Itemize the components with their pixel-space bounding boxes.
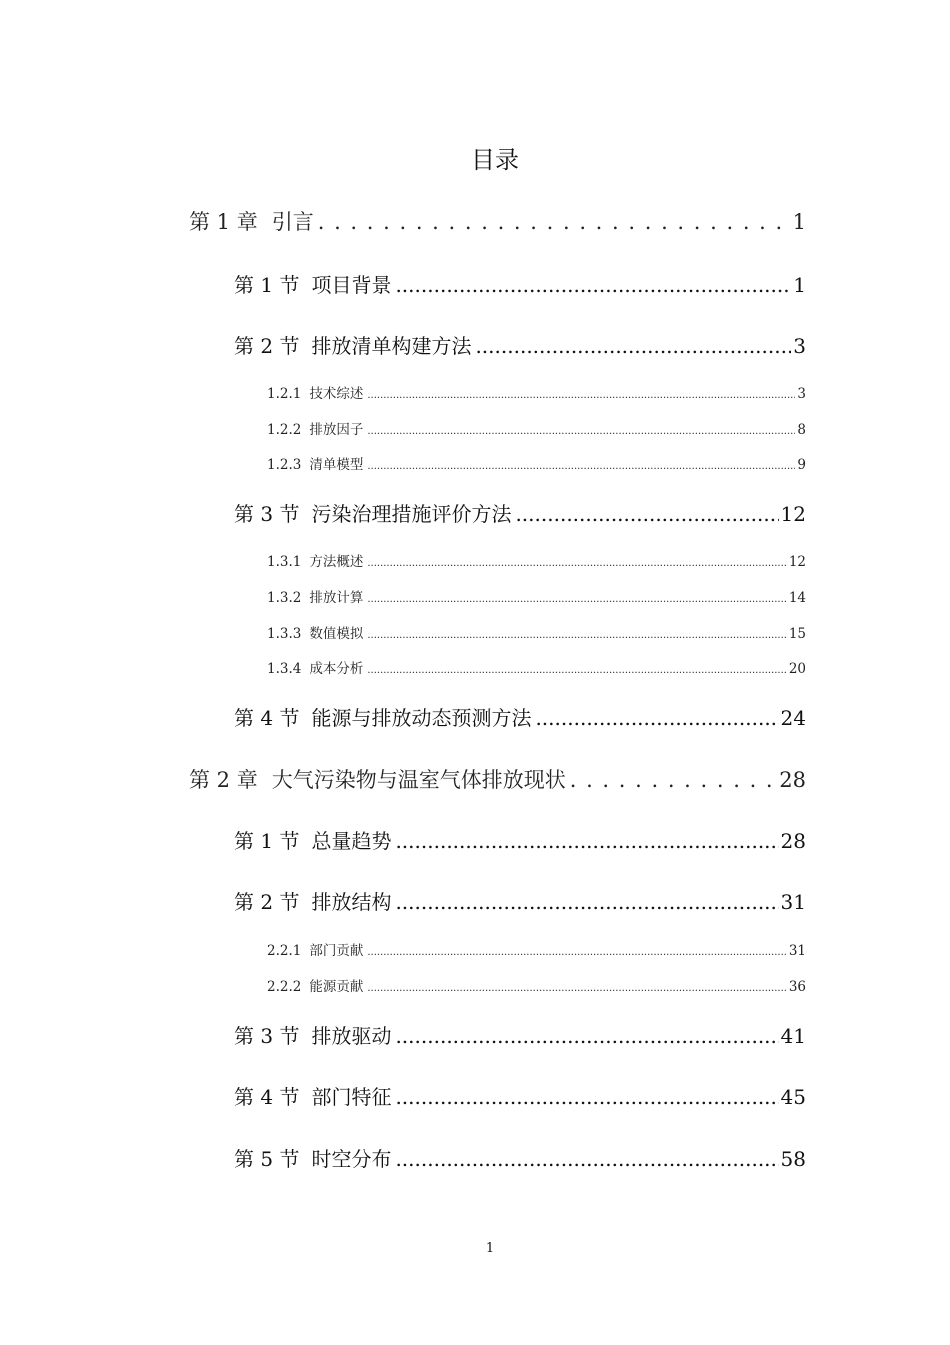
toc-entry-subsection[interactable] [267,420,806,442]
toc-entry-subsection[interactable] [267,659,806,681]
toc-entry-page: 15 [788,626,806,642]
toc-entry-label: 方法概述 [309,554,364,570]
toc-entry-number: 第 2 节 [234,334,300,358]
toc-entry-page: 3 [793,334,806,358]
toc-entry-label: 能源与排放动态预测方法 [311,706,532,730]
toc-entry-label: 清单模型 [309,457,364,473]
toc-entry-number: 2.2.2 [267,979,302,995]
toc-entry-number: 第 4 节 [234,706,300,730]
toc-entry-page: 31 [780,890,806,914]
toc-entry-subsection[interactable] [267,588,806,610]
toc-entry-label: 项目背景 [311,273,392,297]
toc-entry-page: 3 [797,386,806,402]
toc-entry-number: 第 1 节 [234,273,300,297]
toc-entry-section[interactable] [234,1082,806,1112]
toc-entry-number: 1.2.3 [267,457,302,473]
toc-entry-subsection[interactable] [267,455,806,477]
toc-entry-label: 部门贡献 [309,943,364,959]
toc-entry-number: 第 3 节 [234,1024,300,1048]
toc-entry-number: 第 2 章 [189,768,258,792]
toc-entry-section[interactable] [234,270,806,300]
toc-entry-number: 第 1 节 [234,829,300,853]
toc-entry-chapter[interactable] [189,765,806,795]
toc-entry-number: 1.2.1 [267,386,302,402]
toc-entry-number: 1.3.4 [267,661,302,677]
toc-entry-section[interactable] [234,331,806,361]
toc-entry-page: 58 [780,1147,806,1171]
toc-entry-page: 1 [793,273,806,297]
page-number: 1 [485,1241,495,1256]
toc-entry-page: 8 [797,422,806,438]
toc-entry-section[interactable] [234,499,806,529]
toc-entry-section[interactable] [234,826,806,856]
toc-entry-number: 1.2.2 [267,422,302,438]
toc-entry-label: 排放计算 [309,590,364,606]
toc-entry-label: 污染治理措施评价方法 [311,502,512,526]
toc-entry-page: 20 [788,661,806,677]
toc-dot-leader [475,331,791,361]
toc-dot-leader [395,887,778,917]
toc-dot-leader [367,554,786,574]
toc-entry-label: 技术综述 [309,386,364,402]
toc-entry-page: 12 [788,554,806,570]
toc-entry-page: 9 [797,457,806,473]
toc-entry-number: 第 2 节 [234,890,300,914]
toc-entry-subsection[interactable] [267,384,806,406]
toc-dot-leader [395,270,791,300]
toc-dot-leader [367,943,786,963]
toc-entry-page: 28 [779,768,806,792]
toc-entry-subsection[interactable] [267,624,806,646]
toc-dot-leader [367,979,786,999]
toc-entry-label: 引言 [271,210,314,234]
toc-entry-page: 14 [788,590,806,606]
toc-entry-label: 排放因子 [309,422,364,438]
toc-entry-page: 45 [780,1085,806,1109]
toc-entry-subsection[interactable] [267,977,806,999]
toc-entry-page: 31 [788,943,806,959]
toc-entry-number: 第 1 章 [189,210,258,234]
toc-entry-section[interactable] [234,887,806,917]
toc-dot-leader [535,703,778,733]
toc-dot-leader [395,1144,778,1174]
toc-entry-number: 第 5 节 [234,1147,300,1171]
toc-entry-label: 数值模拟 [309,626,364,642]
toc-entry-page: 28 [780,829,806,853]
toc-entry-number: 第 3 节 [234,502,300,526]
toc-entry-subsection[interactable] [267,552,806,574]
toc-dot-leader [515,499,778,529]
toc-dot-leader [367,386,795,406]
toc-dot-leader [395,1082,778,1112]
toc-entry-page: 36 [788,979,806,995]
toc-dot-leader [367,422,795,442]
toc-entry-page: 41 [780,1024,806,1048]
toc-dot-leader [395,1021,778,1051]
toc-entry-chapter[interactable] [189,207,806,237]
toc-dot-leader [318,207,789,237]
toc-entry-label: 总量趋势 [311,829,392,853]
toc-entry-label: 排放结构 [311,890,392,914]
toc-entry-page: 1 [792,210,806,234]
toc-entry-number: 第 4 节 [234,1085,300,1109]
toc-entry-label: 能源贡献 [309,979,364,995]
toc-dot-leader [367,626,786,646]
toc-entry-label: 时空分布 [311,1147,392,1171]
page-title: 目录 [471,146,519,174]
toc-entry-number: 1.3.1 [267,554,302,570]
toc-entry-label: 排放清单构建方法 [311,334,472,358]
toc-entry-section[interactable] [234,703,806,733]
toc-dot-leader [367,590,786,610]
toc-entry-label: 排放驱动 [311,1024,392,1048]
toc-entry-number: 2.2.1 [267,943,302,959]
toc-dot-leader [570,765,776,795]
toc-dot-leader [395,826,778,856]
toc-entry-label: 成本分析 [309,661,364,677]
toc-entry-number: 1.3.3 [267,626,302,642]
toc-entry-number: 1.3.2 [267,590,302,606]
toc-entry-section[interactable] [234,1021,806,1051]
toc-dot-leader [367,457,795,477]
toc-dot-leader [367,661,786,681]
toc-entry-subsection[interactable] [267,941,806,963]
toc-entry-page: 24 [780,706,806,730]
toc-entry-page: 12 [780,502,806,526]
toc-entry-section[interactable] [234,1144,806,1174]
toc-entry-label: 大气污染物与温室气体排放现状 [271,768,566,792]
toc-entry-label: 部门特征 [311,1085,392,1109]
